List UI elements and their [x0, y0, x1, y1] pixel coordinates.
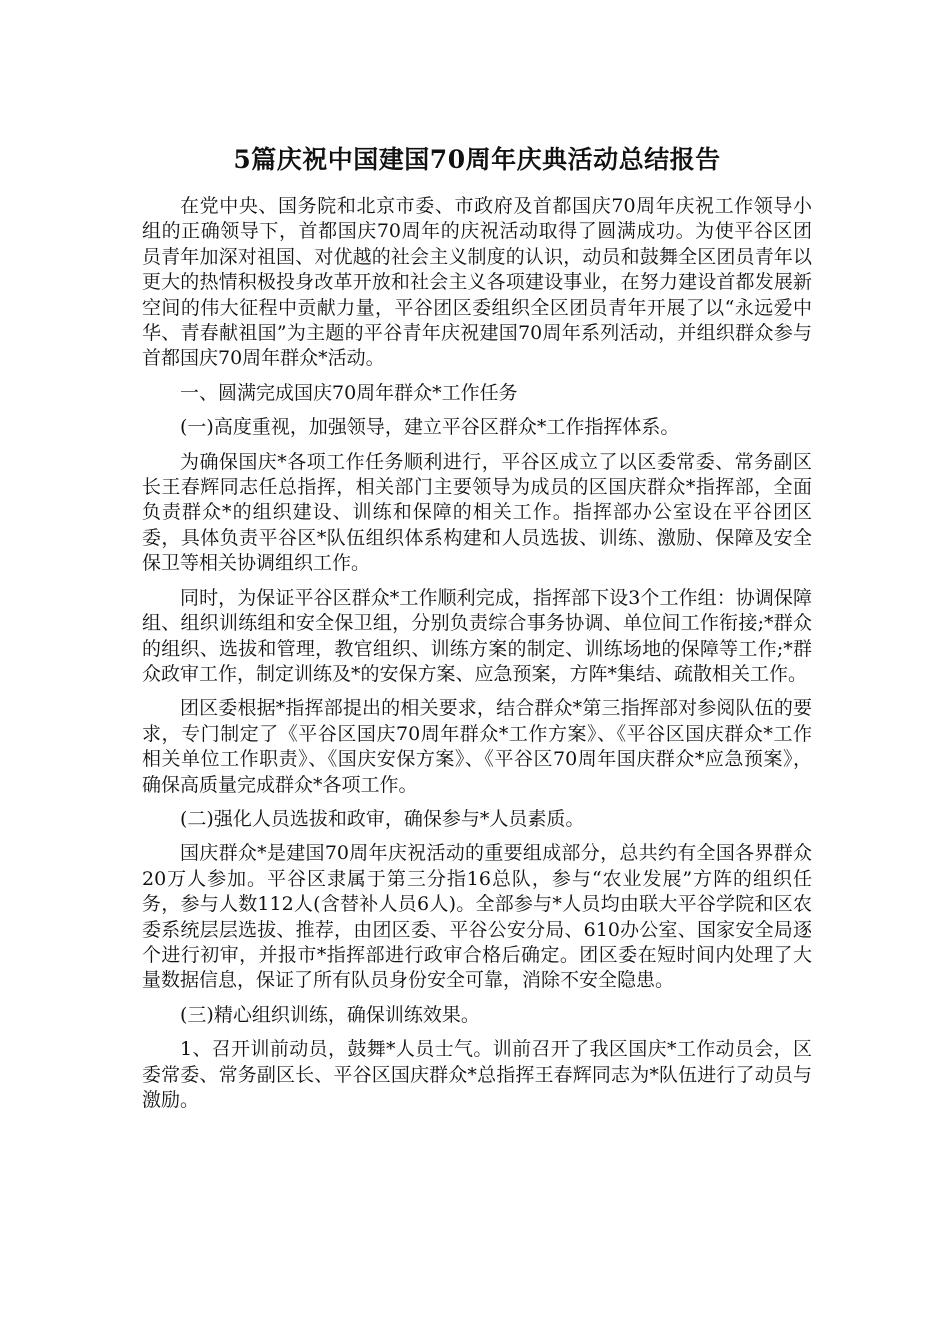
- body-paragraph: 同时，为保证平谷区群众*工作顺利完成，指挥部下设3个工作组：协调保障组、组织训练组和安全保卫组，分别负责综合事务协调、单位间工作衔接;*群众的组织、选拔和管理，教官组织、训练方案的制定、训练场地的保障等工作;*群众政审工作，制定训练及*的安保方案、应急预案，方阵*集结、疏散相关工作。: [142, 586, 812, 685]
- body-paragraph: 1、召开训前动员，鼓舞*人员士气。训前召开了我区国庆*工作动员会，区委常委、常务副区长、平谷区国庆群众*总指挥王春辉同志为*队伍进行了动员与激励。: [142, 1038, 812, 1111]
- document-title: 5篇庆祝中国建国70周年庆典活动总结报告: [233, 145, 721, 174]
- body-paragraph: 团区委根据*指挥部提出的相关要求，结合群众*第三指挥部对参阅队伍的要求，专门制定了《平谷区国庆70周年群众*工作方案》、《平谷区国庆群众*工作相关单位工作职责》、《国庆安保方案》、《平谷区70周年国庆群众*应急预案》，确保高质量完成群众*各项工作。: [142, 697, 812, 796]
- subsection-heading-2: (二)强化人员选拔和政审，确保参与*人员素质。: [180, 807, 585, 830]
- subsection-heading-3: (三)精心组织训练，确保训练效果。: [180, 1003, 480, 1026]
- document-page: [142, 140, 812, 1122]
- section-heading-1: 一、圆满完成国庆70周年群众*工作任务: [180, 381, 518, 404]
- body-paragraph: 为确保国庆*各项工作任务顺利进行，平谷区成立了以区委常委、常务副区长王春辉同志任总指挥，相关部门主要领导为成员的区国庆群众*指挥部，全面负责群众*的组织建设、训练和保障的相关工作。指挥部办公室设在平谷团区委，具体负责平谷区*队伍组织体系构建和人员选拔、训练、激励、保障及安全保卫等相关协调组织工作。: [142, 450, 812, 575]
- subsection-heading-1: (一)高度重视，加强领导，建立平谷区群众*工作指挥体系。: [180, 416, 680, 439]
- intro-paragraph: 在党中央、国务院和北京市委、市政府及首都国庆70周年庆祝工作领导小组的正确领导下，首都国庆70周年的庆祝活动取得了圆满成功。为使平谷区团员青年加深对祖国、对优越的社会主义制度的认识，动员和鼓舞全区团员青年以更大的热情积极投身改革开放和社会主义各项建设事业，在努力建设首都发展新空间的伟大征程中贡献力量，平谷团区委组织全区团员青年开展了以“永远爱中华、青春献祖国”为主题的平谷青年庆祝建国70周年系列活动，并组织群众参与首都国庆70周年群众*活动。: [142, 195, 812, 370]
- body-paragraph: 国庆群众*是建国70周年庆祝活动的重要组成部分，总共约有全国各界群众20万人参加。平谷区隶属于第三分指16总队，参与“农业发展”方阵的组织任务，参与人数112人(含替补人员6人)。全部参与*人员均由联大平谷学院和区农委系统层层选拔、推荐，由团区委、平谷公安分局、610办公室、国家安全局逐个进行初审，并报市*指挥部进行政审合格后确定。团区委在短时间内处理了大量数据信息，保证了所有队员身份安全可靠，消除不安全隐患。: [142, 842, 812, 992]
